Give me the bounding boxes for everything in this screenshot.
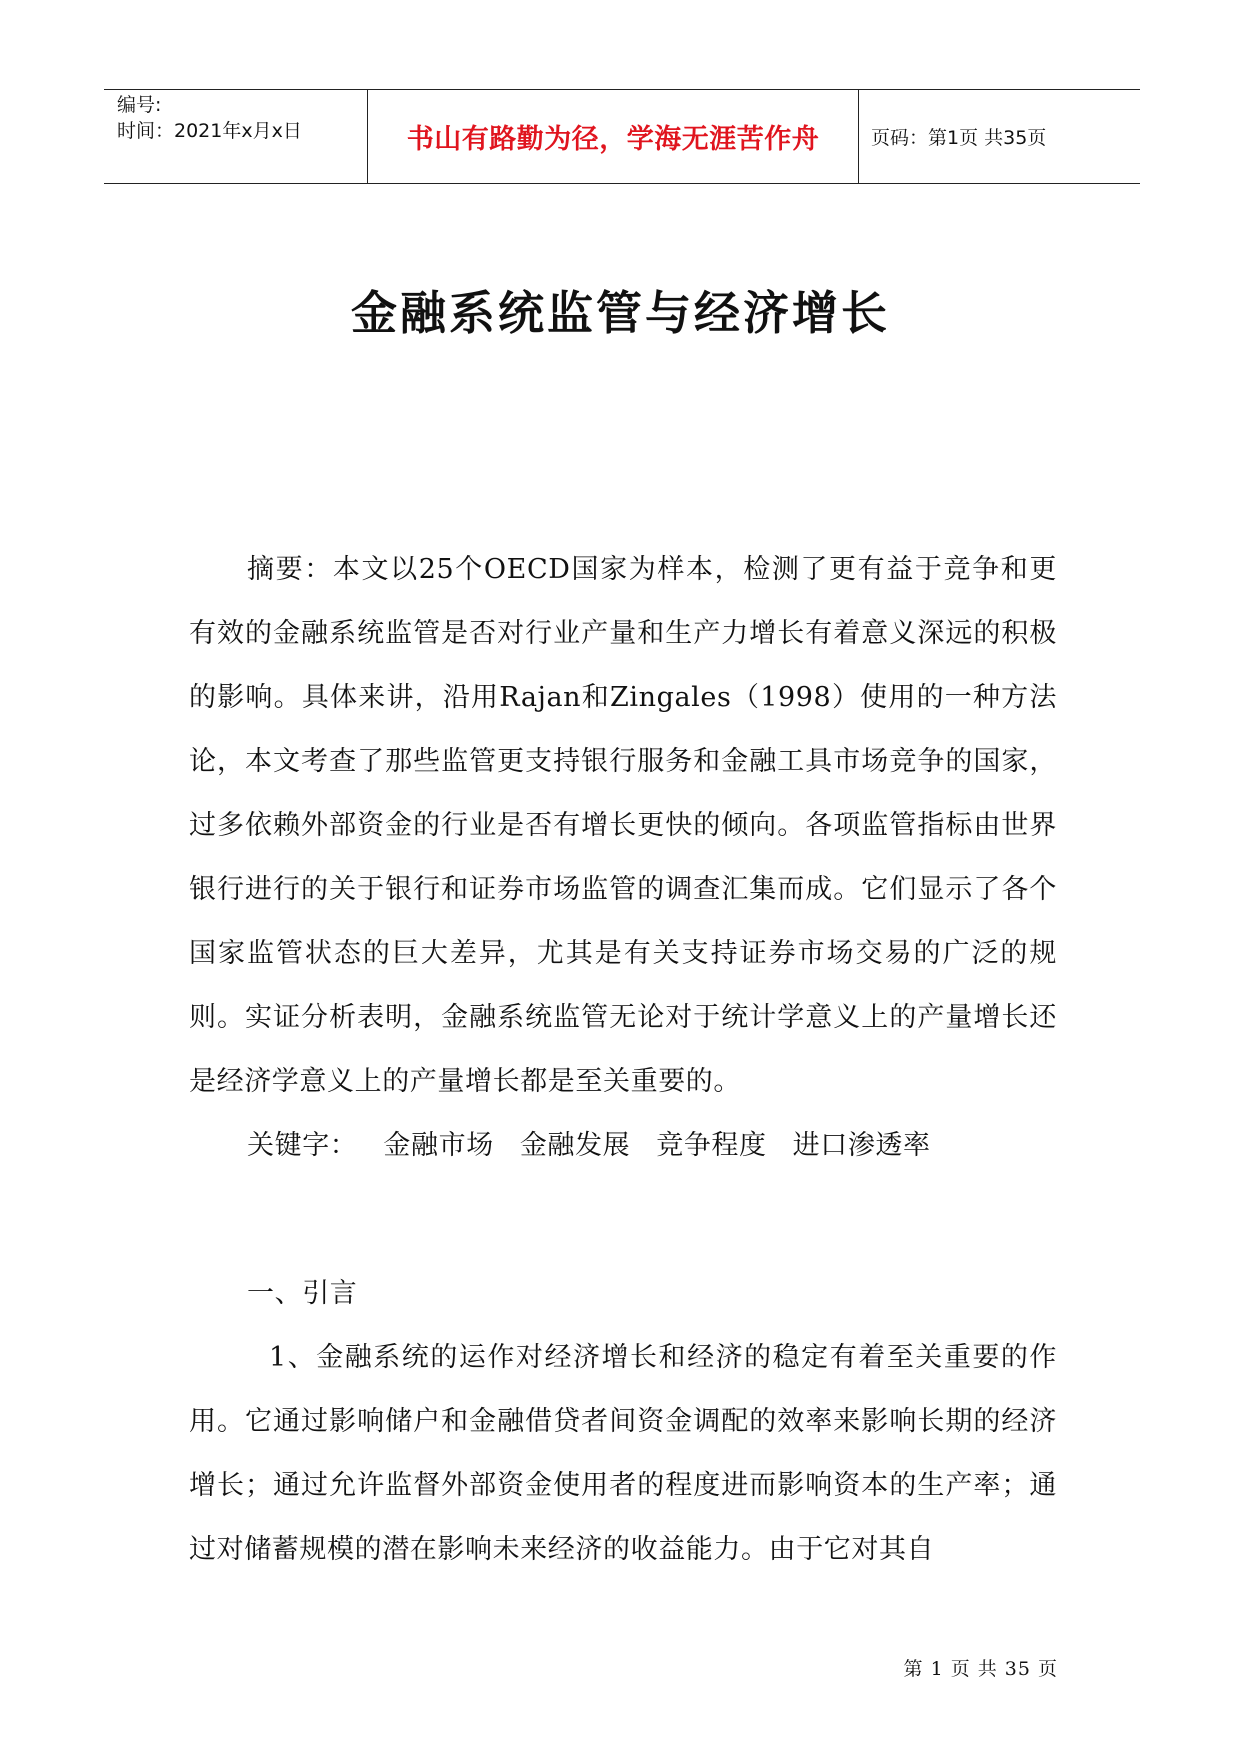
date-label: 时间：2021年x月x日 (117, 120, 302, 142)
document-title: 金融系统监管与经济增长 (351, 286, 890, 340)
header-meta (104, 90, 366, 185)
abstract-section (189, 538, 1057, 1178)
page-footer: 第 1 页 共 35 页 (903, 1658, 1058, 1680)
keyword-item: 金融市场 (383, 1130, 494, 1161)
keywords-label: 关键字： (247, 1130, 358, 1161)
section-heading: 一、引言 (247, 1278, 358, 1309)
header-motto-cell (367, 90, 859, 183)
keyword-item: 进口渗透率 (792, 1130, 931, 1161)
abstract-paragraph: 摘要：本文以25个OECD国家为样本，检测了更有益于竞争和更有效的金融系统监管是否对行业产量和生产力增长有着意义深远的积极的影响。具体来讲，沿用Rajan和Zingales（1998）使用的一种方法论，本文考查了那些监管更支持银行服务和金融工具市场竞争的国家，过多依赖外部资金的行业是否有增长更快的倾向。各项监管指标由世界银行进行的关于银行和证券市场监管的调查汇集而成。它们显示了各个国家监管状态的巨大差异，尤其是有关支持证券市场交易的广泛的规则。实证分析表明，金融系统监管无论对于统计学意义上的产量增长还是经济学意义上的产量增长都是至关重要的。 (189, 554, 1057, 1097)
keyword-item: 竞争程度 (656, 1130, 767, 1161)
serial-number-label: 编号: (117, 94, 162, 116)
introduction-section (189, 1262, 1057, 1582)
keywords-line (189, 1114, 1057, 1178)
motto: 书山有路勤为径，学海无涯苦作舟 (406, 124, 820, 155)
header-page-info (859, 90, 1152, 183)
page-info-label: 页码：第1页 共35页 (871, 127, 1047, 149)
keyword-item: 金融发展 (519, 1130, 631, 1161)
intro-paragraph (189, 1326, 1057, 1582)
page-header (104, 89, 1140, 184)
intro-paragraph-text: 1、金融系统的运作对经济增长和经济的稳定有着至关重要的作用。它通过影响储户和金融借贷者间资金调配的效率来影响长期的经济增长；通过允许监督外部资金使用者的程度进而影响资本的生产率；通过对储蓄规模的潜在影响未来经济的收益能力。由于它对其自 (189, 1342, 1057, 1565)
